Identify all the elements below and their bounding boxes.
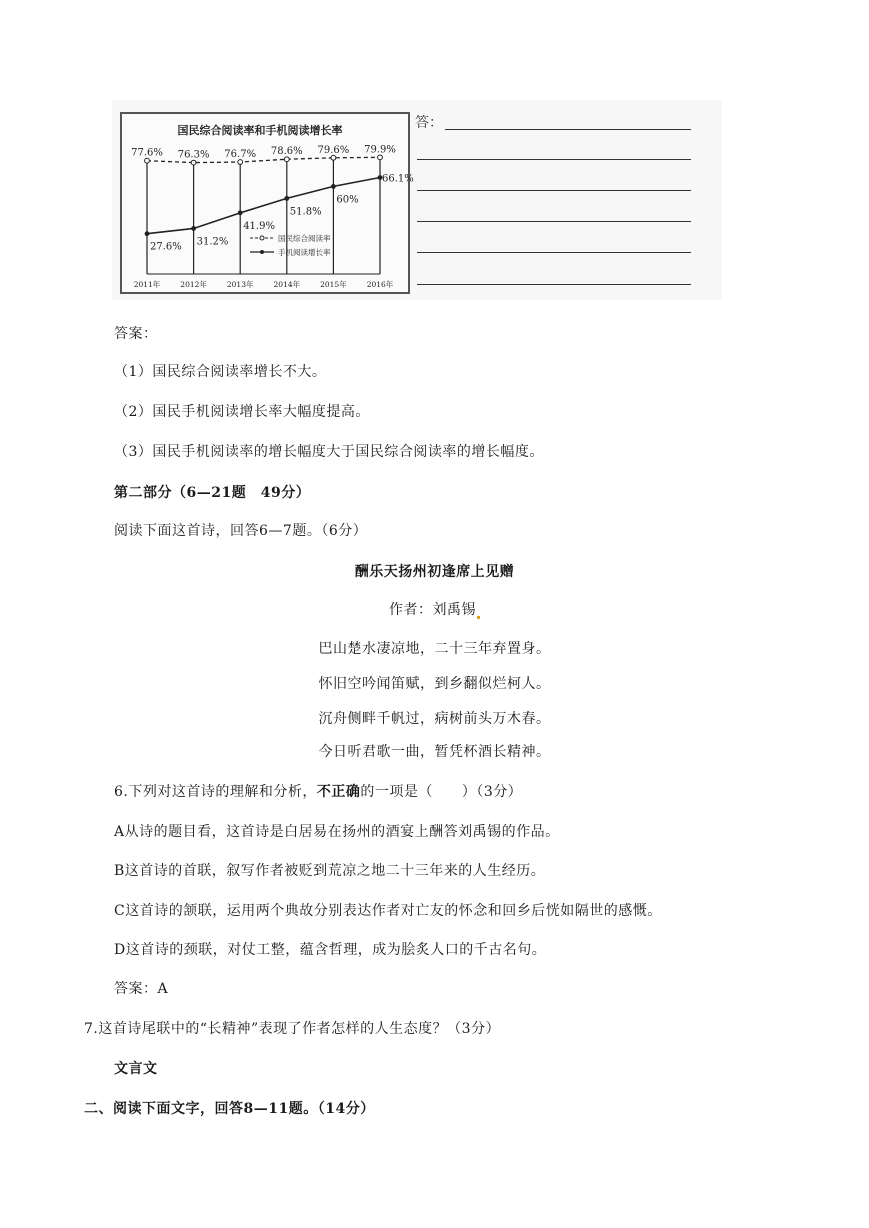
data-label-reading-rate: 76.7%: [224, 149, 257, 161]
question-6: [114, 781, 522, 801]
poem-line-3: 沉舟侧畔千帆过，病树前头万木春。: [318, 711, 551, 727]
highlight-mark: [477, 616, 480, 619]
writing-line: [417, 190, 691, 191]
answer-label: 答案：: [114, 326, 158, 342]
question-6-suffix: 的一项是（ ）（3分）: [360, 784, 523, 800]
legend-marker-reading-rate: [260, 236, 264, 240]
question-6-answer: 答案：A: [114, 981, 169, 997]
line-chart: [120, 112, 414, 294]
data-label-reading-rate: 79.6%: [317, 144, 350, 156]
writing-line: [445, 129, 691, 130]
x-tick-label: 2013年: [226, 280, 254, 289]
legend-marker-mobile-growth: [260, 250, 264, 254]
data-point-reading-rate: [284, 157, 289, 162]
data-label-mobile-growth: 27.6%: [150, 241, 182, 253]
legend-label-reading-rate: 国民综合阅读率: [278, 234, 331, 243]
data-point-mobile-growth: [238, 210, 243, 215]
answer-item-2: （2）国民手机阅读增长率大幅度提高。: [114, 404, 370, 420]
poem-author-text: 作者：刘禹锡: [389, 602, 476, 618]
data-label-reading-rate: 79.9%: [364, 144, 396, 156]
poem-line-1: 巴山楚水凄凉地，二十三年弃置身。: [318, 641, 551, 657]
section-two-heading: 二、阅读下面文字，回答8—11题。（14分）: [84, 1101, 375, 1117]
data-point-reading-rate: [378, 155, 383, 160]
data-label-reading-rate: 77.6%: [131, 147, 163, 159]
data-label-mobile-growth: 41.9%: [243, 220, 275, 232]
chart-title: 国民综合阅读率和手机阅读增长率: [177, 124, 343, 137]
question-6-prefix: 6.下列对这首诗的理解和分析，: [114, 784, 317, 800]
poem-line-2: 怀旧空吟闻笛赋，到乡翻似烂柯人。: [318, 676, 551, 692]
x-tick-label: 2015年: [320, 280, 347, 289]
x-tick-label: 2016年: [366, 280, 394, 289]
poem-instruction: 阅读下面这首诗，回答6—7题。（6分）: [114, 523, 368, 539]
poem-author: [0, 599, 869, 619]
answer-item-3: （3）国民手机阅读率的增长幅度大于国民综合阅读率的增长幅度。: [114, 444, 544, 460]
answer-item-1: （1）国民综合阅读率增长不大。: [114, 364, 327, 380]
x-tick-label: 2011年: [133, 280, 161, 289]
writing-line: [417, 252, 691, 253]
x-tick-label: 2014年: [273, 280, 301, 289]
answer-prefix: 答：: [415, 115, 443, 131]
data-label-reading-rate: 76.3%: [177, 149, 210, 161]
data-point-mobile-growth: [331, 184, 336, 189]
option-b: B这首诗的首联，叙写作者被贬到荒凉之地二十三年来的人生经历。: [114, 863, 546, 879]
legend-label-mobile-growth: 手机阅读增长率: [278, 248, 331, 257]
data-label-mobile-growth: 60%: [336, 194, 359, 206]
question-6-emphasis: 不正确: [316, 784, 361, 800]
figure-area: [112, 100, 722, 300]
data-point-reading-rate: [191, 160, 196, 165]
part-two-heading: 第二部分（6—21题 49分）: [114, 485, 311, 501]
data-point-mobile-growth: [284, 196, 289, 201]
option-d: D这首诗的颈联，对仗工整，蕴含哲理，成为脍炙人口的千古名句。: [114, 942, 547, 958]
writing-line: [417, 284, 691, 285]
option-a: A从诗的题目看，这首诗是白居易在扬州的酒宴上酬答刘禹锡的作品。: [114, 824, 560, 840]
classical-chinese-heading: 文言文: [114, 1061, 158, 1077]
data-label-reading-rate: 78.6%: [270, 146, 303, 158]
data-point-reading-rate: [238, 160, 243, 165]
writing-line: [417, 221, 691, 222]
x-tick-label: 2012年: [180, 280, 207, 289]
poem-line-4: 今日听君歌一曲，暂凭杯酒长精神。: [318, 744, 551, 760]
poem-title: 酬乐天扬州初逢席上见赠: [354, 564, 515, 580]
answer-writing-lines: [415, 112, 695, 292]
chart-svg: [122, 114, 414, 292]
data-label-mobile-growth: 66.1%: [382, 173, 414, 185]
data-label-mobile-growth: 31.2%: [196, 236, 229, 248]
question-7: 7.这首诗尾联中的“长精神”表现了作者怎样的人生态度？（3分）: [84, 1021, 501, 1037]
data-point-reading-rate: [331, 155, 336, 160]
data-point-mobile-growth: [191, 226, 196, 231]
data-point-reading-rate: [145, 158, 150, 163]
writing-line: [417, 159, 691, 160]
data-point-mobile-growth: [145, 231, 150, 236]
data-label-mobile-growth: 51.8%: [289, 206, 322, 218]
option-c: C这首诗的颔联，运用两个典故分别表达作者对亡友的怀念和回乡后恍如隔世的感慨。: [114, 903, 662, 919]
